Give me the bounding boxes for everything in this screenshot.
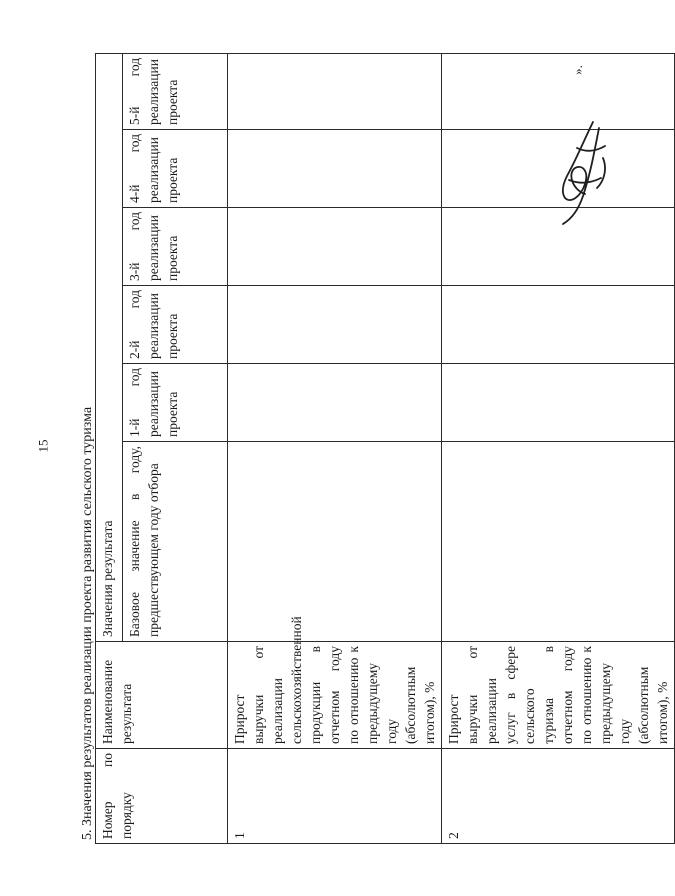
cell-empty <box>442 364 675 442</box>
page-number: 15 <box>35 439 51 453</box>
cell-empty <box>228 442 442 642</box>
table-row <box>228 53 442 843</box>
header-year-1: 1-й год реализации проекта <box>123 364 228 442</box>
cell-empty <box>442 286 675 364</box>
header-year-3: 3-й год реализации проекта <box>123 208 228 286</box>
header-name: Наименование результата <box>96 642 228 749</box>
header-year-4: 4-й год реализации проекта <box>123 130 228 208</box>
row-name: Прирост выручки от реализации услуг в сфере сельского туризма в отчетном году по отношению к предыдущему году (абсолютным итогом), % <box>442 642 675 749</box>
row-number: 2 <box>442 749 675 844</box>
header-year-2: 2-й год реализации проекта <box>123 286 228 364</box>
cell-empty <box>228 286 442 364</box>
section-title: 5. Значения результатов реализации проекта развития сельского туризма <box>80 406 95 840</box>
cell-empty <box>228 130 442 208</box>
header-year-5: 5-й год реализации проекта <box>123 53 228 129</box>
cell-empty <box>228 208 442 286</box>
signature-icon <box>555 118 615 228</box>
cell-empty <box>442 442 675 642</box>
row-number: 1 <box>228 749 442 844</box>
cell-empty <box>228 364 442 442</box>
header-base-value: Базовое значение в году, предшествующем году отбора <box>123 442 228 642</box>
closing-mark: ». <box>569 65 585 75</box>
header-number: Номер по порядку <box>96 749 228 844</box>
cell-empty <box>228 53 442 129</box>
header-values-group: Значения результата <box>96 53 123 641</box>
row-name: Прирост выручки от реализации сельскохозяйственной продукции в отчетном году по отношению к предыдущему году (абсолютным итогом), % <box>228 642 442 749</box>
